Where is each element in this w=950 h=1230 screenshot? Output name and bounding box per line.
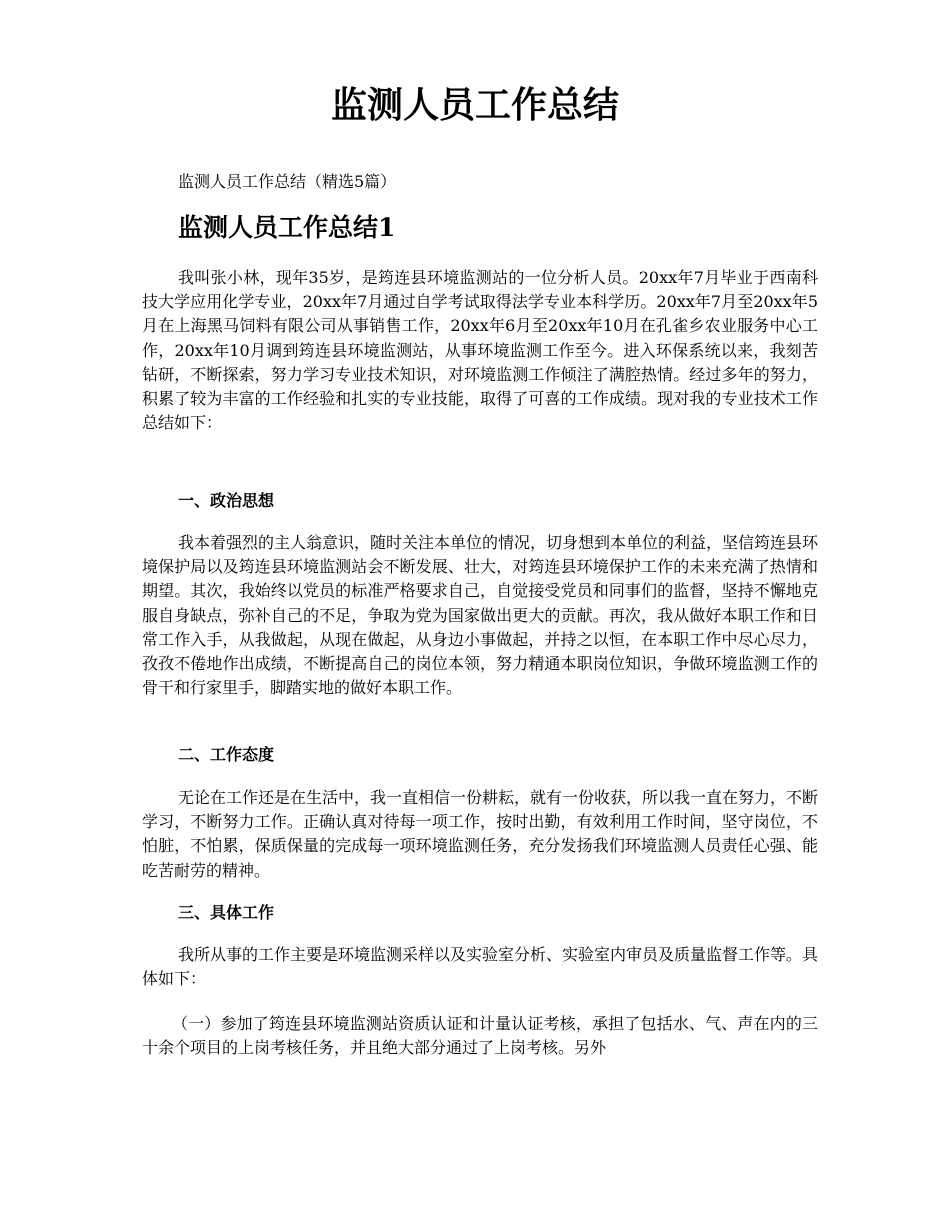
intro-paragraph: 我叫张小林，现年35岁，是筠连县环境监测站的一位分析人员。20xx年7月毕业于西南科技大学应用化学专业，20xx年7月通过自学考试取得法学专业本科学历。20xx年7月至20xx年5月在上海黑马饲料有限公司从事销售工作，20xx年6月至20xx年10月在孔雀乡农业服务中心工作，20xx年10月调到筠连县环境监测站，从事环境监测工作至今。进入环保系统以来，我刻苦钻研，不断探索，努力学习专业技术知识，对环境监测工作倾注了满腔热情。经过多年的努力，积累了较为丰富的工作经验和扎实的专业技能，取得了可喜的工作成绩。现对我的专业技术工作总结如下： [142,268,818,433]
heading-political-thought: 一、政治思想 [178,491,275,510]
heading-specific-work: 三、具体工作 [178,903,275,922]
specific-work-item-1: （一）参加了筠连县环境监测站资质认证和计量认证考核，承担了包括水、气、声在内的三十余个项目的上岗考核任务，并且绝大部分通过了上岗考核。另外 [142,1014,818,1058]
specific-work-paragraph: 我所从事的工作主要是环境监测采样以及实验室分析、实验室内审员及质量监督工作等。具体如下： [142,945,819,989]
work-attitude-paragraph: 无论在工作还是在生活中，我一直相信一份耕耘，就有一份收获，所以我一直在努力，不断学习，不断努力工作。正确认真对待每一项工作，按时出勤，有效利用工作时间，坚守岗位，不怕脏，不怕累，保质保量的完成每一项环境监测任务，充分发扬我们环境监测人员责任心强、能吃苦耐劳的精神。 [142,788,819,880]
heading-work-attitude: 二、工作态度 [178,745,275,764]
document-subtitle: 监测人员工作总结（精选5篇） [178,172,397,191]
document-title: 监测人员工作总结 [330,84,619,126]
political-thought-paragraph: 我本着强烈的主人翁意识，随时关注本单位的情况，切身想到本单位的利益，坚信筠连县环境保护局以及筠连县环境监测站会不断发展、壮大，对筠连县环境保护工作的未来充满了热情和期望。其次，我始终以党员的标准严格要求自己，自觉接受党员和同事们的监督，坚持不懈地克服自身缺点，弥补自己的不足，争取为党为国家做出更大的贡献。再次，我从做好本职工作和日常工作入手，从我做起，从现在做起，从身边小事做起，并持之以恒，在本职工作中尽心尽力，孜孜不倦地作出成绩，不断提高自己的岗位本领，努力精通本职岗位知识，争做环境监测工作的骨干和行家里手，脚踏实地的做好本职工作。 [142,533,819,698]
section-title: 监测人员工作总结1 [178,213,396,242]
